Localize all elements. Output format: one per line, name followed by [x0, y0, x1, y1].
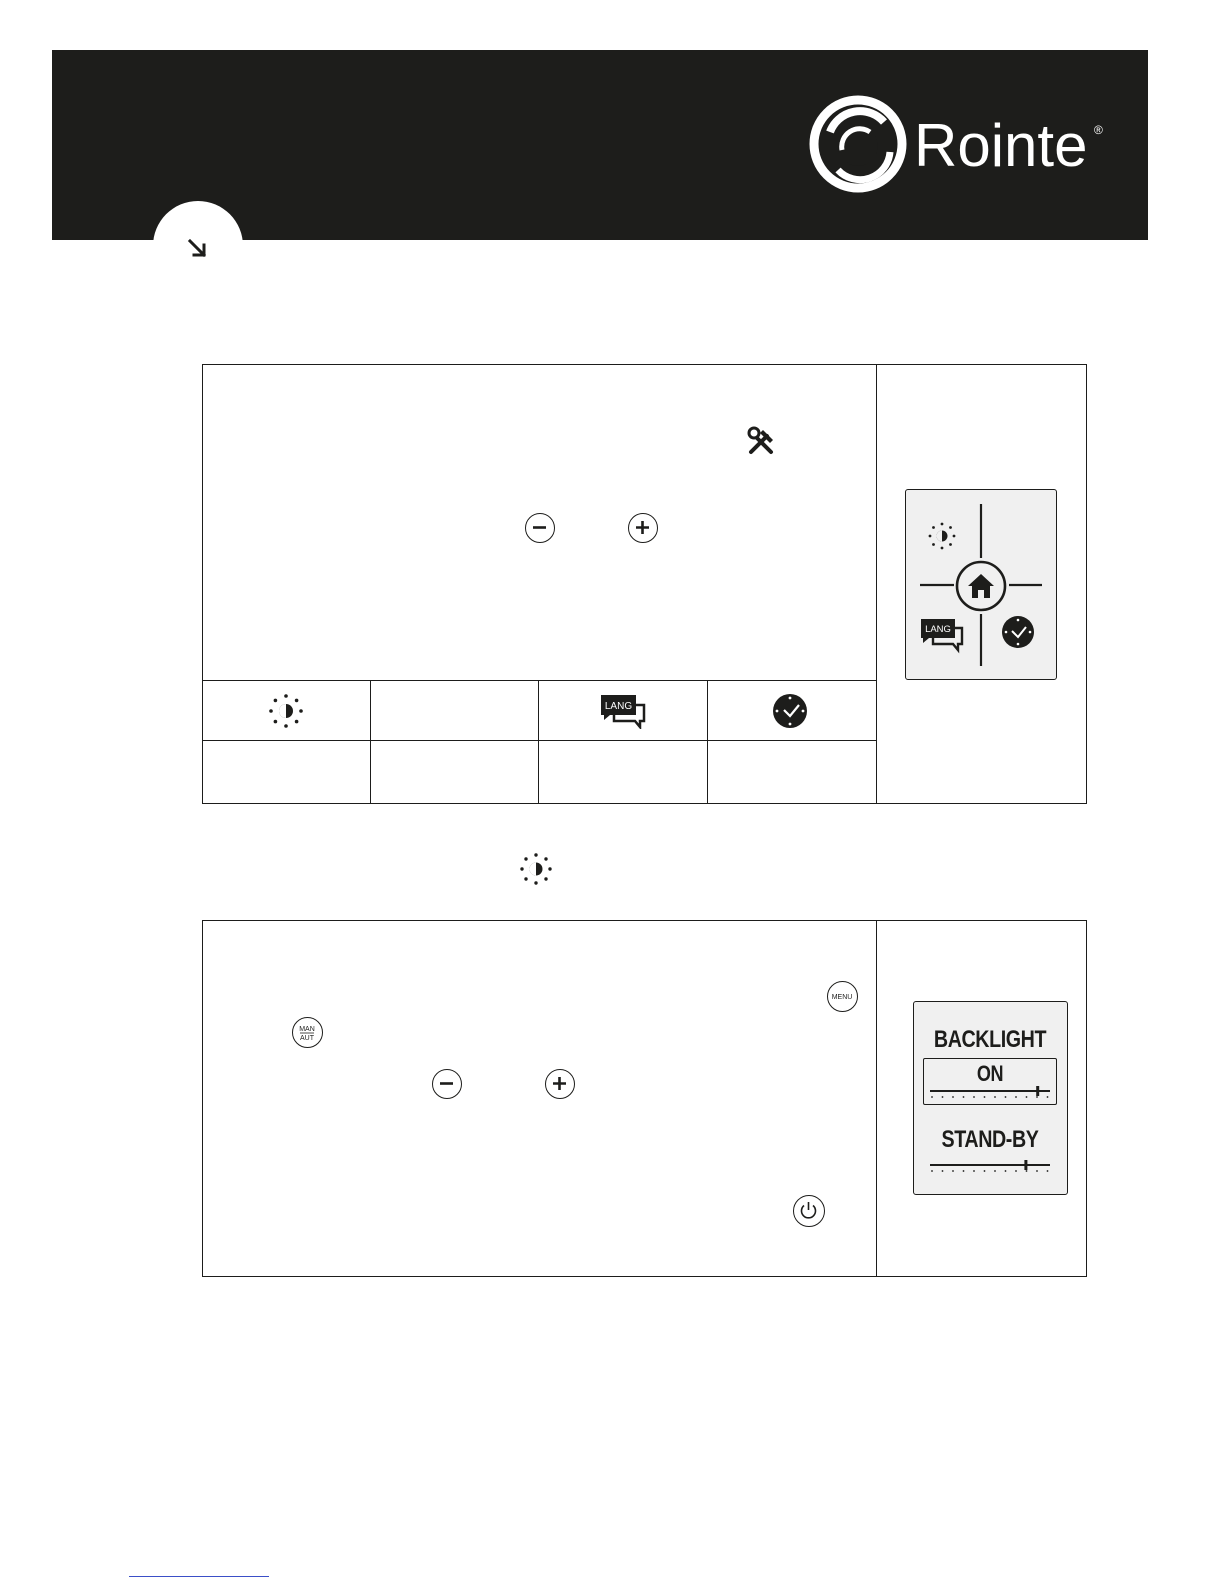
brightness-icon [929, 523, 956, 550]
slider-tick [1015, 1170, 1017, 1172]
slider-tick [942, 1170, 944, 1172]
slider-level-marker [1024, 1160, 1027, 1170]
slider-tick [984, 1170, 986, 1172]
man-aut-button-icon [292, 1017, 323, 1048]
minus-button-icon [525, 513, 555, 543]
divider [707, 680, 708, 804]
clock-icon [1002, 616, 1034, 648]
slider-tick [963, 1170, 965, 1172]
slider-tick [1036, 1170, 1038, 1172]
registered-mark: ® [1094, 123, 1103, 137]
slider-tick [1015, 1096, 1017, 1098]
plus-button-icon [628, 513, 658, 543]
slider-tick [931, 1170, 933, 1172]
divider [370, 680, 371, 804]
slider-level-marker [1036, 1086, 1039, 1096]
rointe-logo-icon [808, 92, 1128, 198]
slider-tick [973, 1170, 975, 1172]
brand-logo [808, 92, 1128, 198]
divider [538, 680, 539, 804]
backlight-display-panel [913, 1001, 1068, 1195]
slider-tick [952, 1096, 954, 1098]
divider [202, 740, 876, 741]
arrow-tab [153, 201, 243, 291]
slider-tick [1005, 1096, 1007, 1098]
on-label: ON [976, 1061, 1004, 1086]
minus-button-icon [432, 1069, 462, 1099]
footer-link-underline [129, 1576, 269, 1577]
lang-icon [600, 693, 646, 729]
brightness-icon [519, 852, 553, 886]
standby-label: STAND-BY [941, 1126, 1039, 1153]
divider [876, 364, 877, 804]
svg-text:AUT: AUT [300, 1035, 314, 1042]
tools-icon [745, 424, 779, 458]
divider [202, 680, 876, 681]
slider-tick [984, 1096, 986, 1098]
backlight-title: BACKLIGHT [933, 1026, 1047, 1053]
slider-tick [994, 1096, 996, 1098]
brightness-icon [268, 693, 304, 729]
brand-name: Rointe [914, 112, 1088, 179]
svg-text:MAN: MAN [299, 1026, 315, 1033]
menu-button-icon [827, 981, 858, 1012]
slider-tick [994, 1170, 996, 1172]
svg-text:LANG: LANG [604, 701, 633, 712]
slider-tick [1036, 1096, 1038, 1098]
slider-tick [1047, 1096, 1049, 1098]
standby-level-slider [928, 1160, 1052, 1174]
divider [876, 920, 877, 1277]
slider-tick [963, 1096, 965, 1098]
slider-tick [973, 1096, 975, 1098]
power-button-icon [793, 1195, 825, 1227]
slider-tick [1047, 1170, 1049, 1172]
svg-text:LANG: LANG [925, 624, 951, 635]
svg-text:MENU: MENU [831, 994, 853, 1001]
slider-tick [942, 1096, 944, 1098]
plus-button-icon [545, 1069, 575, 1099]
lang-icon [921, 619, 962, 650]
slider-tick [1026, 1170, 1028, 1172]
slider-tick [1005, 1170, 1007, 1172]
slider-tick [1026, 1096, 1028, 1098]
menu-display-panel [905, 489, 1057, 680]
arrow-down-right-icon [153, 201, 243, 291]
slider-tick [931, 1096, 933, 1098]
on-level-slider [928, 1086, 1052, 1100]
clock-icon [772, 693, 808, 729]
slider-tick [952, 1170, 954, 1172]
